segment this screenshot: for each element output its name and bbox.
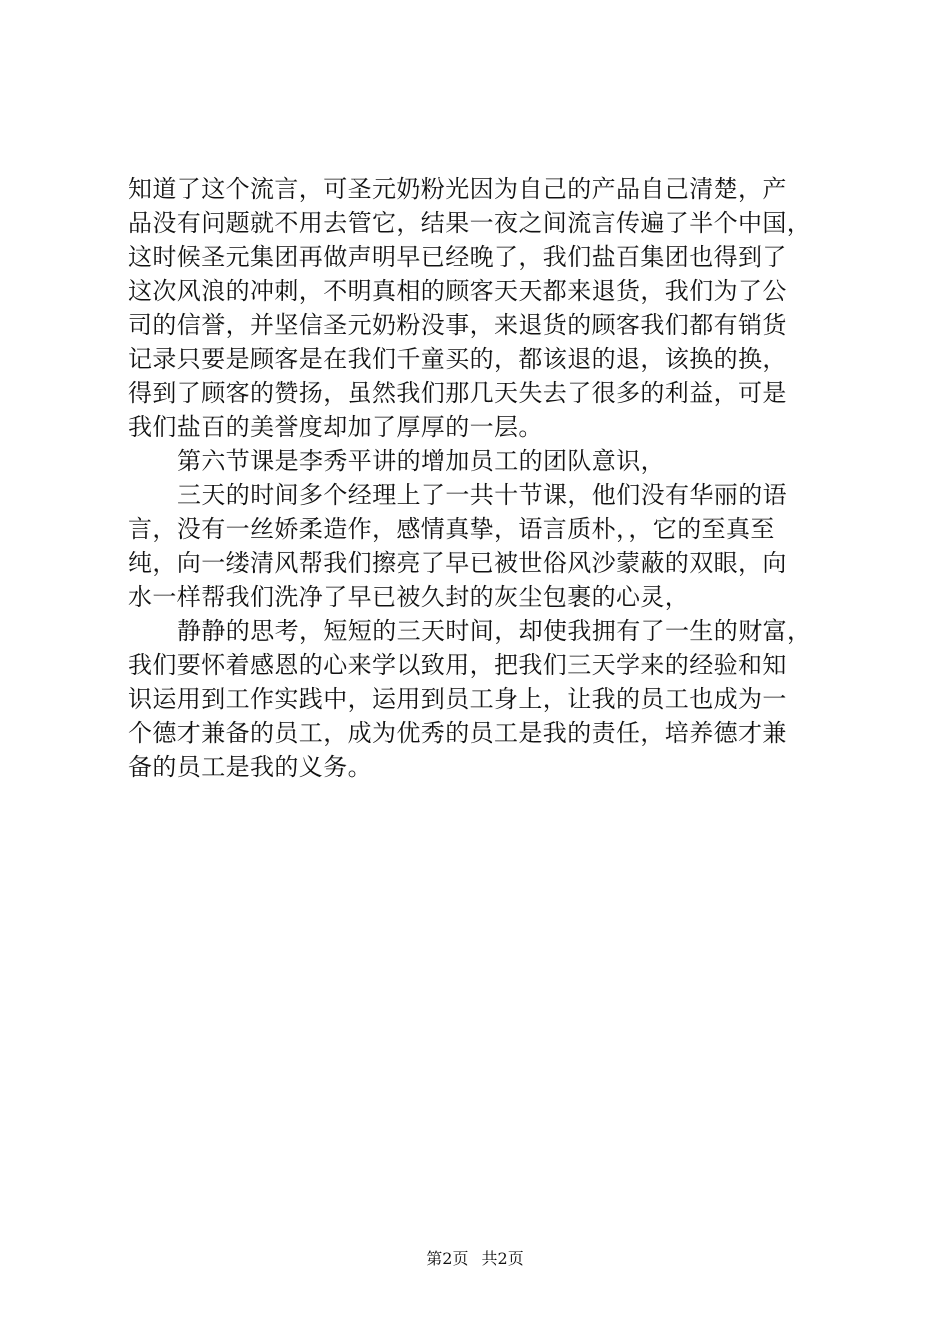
page-total: 共2页	[481, 1249, 524, 1268]
text-line: 言，没有一丝娇柔造作，感情真挚，语言质朴，，它的至真至	[128, 515, 775, 543]
text-line: 个德才兼备的员工，成为优秀的员工是我的责任，培养德才兼	[128, 719, 787, 747]
text-line: 司的信誉，并坚信圣元奶粉没事，来退货的顾客我们都有销货	[128, 311, 787, 339]
text-line: 纯，向一缕清风帮我们擦亮了早已被世俗风沙蒙蔽的双眼，向	[128, 549, 787, 577]
paragraph-start-line: 第六节课是李秀平讲的增加员工的团队意识，	[177, 447, 665, 475]
text-line: 我们盐百的美誉度却加了厚厚的一层。	[128, 413, 543, 441]
page-number: 第2页	[426, 1249, 469, 1268]
page-footer	[0, 1246, 950, 1269]
text-line: 这次风浪的冲刺，不明真相的顾客天天都来退货，我们为了公	[128, 277, 787, 305]
text-line: 记录只要是顾客是在我们千童买的，都该退的退，该换的换，	[128, 345, 787, 373]
body-text	[128, 172, 838, 784]
text-line: 知道了这个流言，可圣元奶粉光因为自己的产品自己清楚，产	[128, 175, 787, 203]
text-line: 识运用到工作实践中，运用到员工身上，让我的员工也成为一	[128, 685, 787, 713]
text-line: 品没有问题就不用去管它，结果一夜之间流言传遍了半个中国，	[128, 209, 812, 237]
text-line: 备的员工是我的义务。	[128, 753, 372, 781]
text-line: 水一样帮我们洗净了早已被久封的灰尘包裹的心灵，	[128, 583, 690, 611]
text-line: 这时候圣元集团再做声明早已经晚了，我们盐百集团也得到了	[128, 243, 787, 271]
text-line: 我们要怀着感恩的心来学以致用，把我们三天学来的经验和知	[128, 651, 787, 679]
paragraph-start-line: 静静的思考，短短的三天时间，却使我拥有了一生的财富，	[177, 617, 812, 645]
text-line: 得到了顾客的赞扬，虽然我们那几天失去了很多的利益，可是	[128, 379, 787, 407]
paragraph-start-line: 三天的时间多个经理上了一共十节课，他们没有华丽的语	[177, 481, 787, 509]
